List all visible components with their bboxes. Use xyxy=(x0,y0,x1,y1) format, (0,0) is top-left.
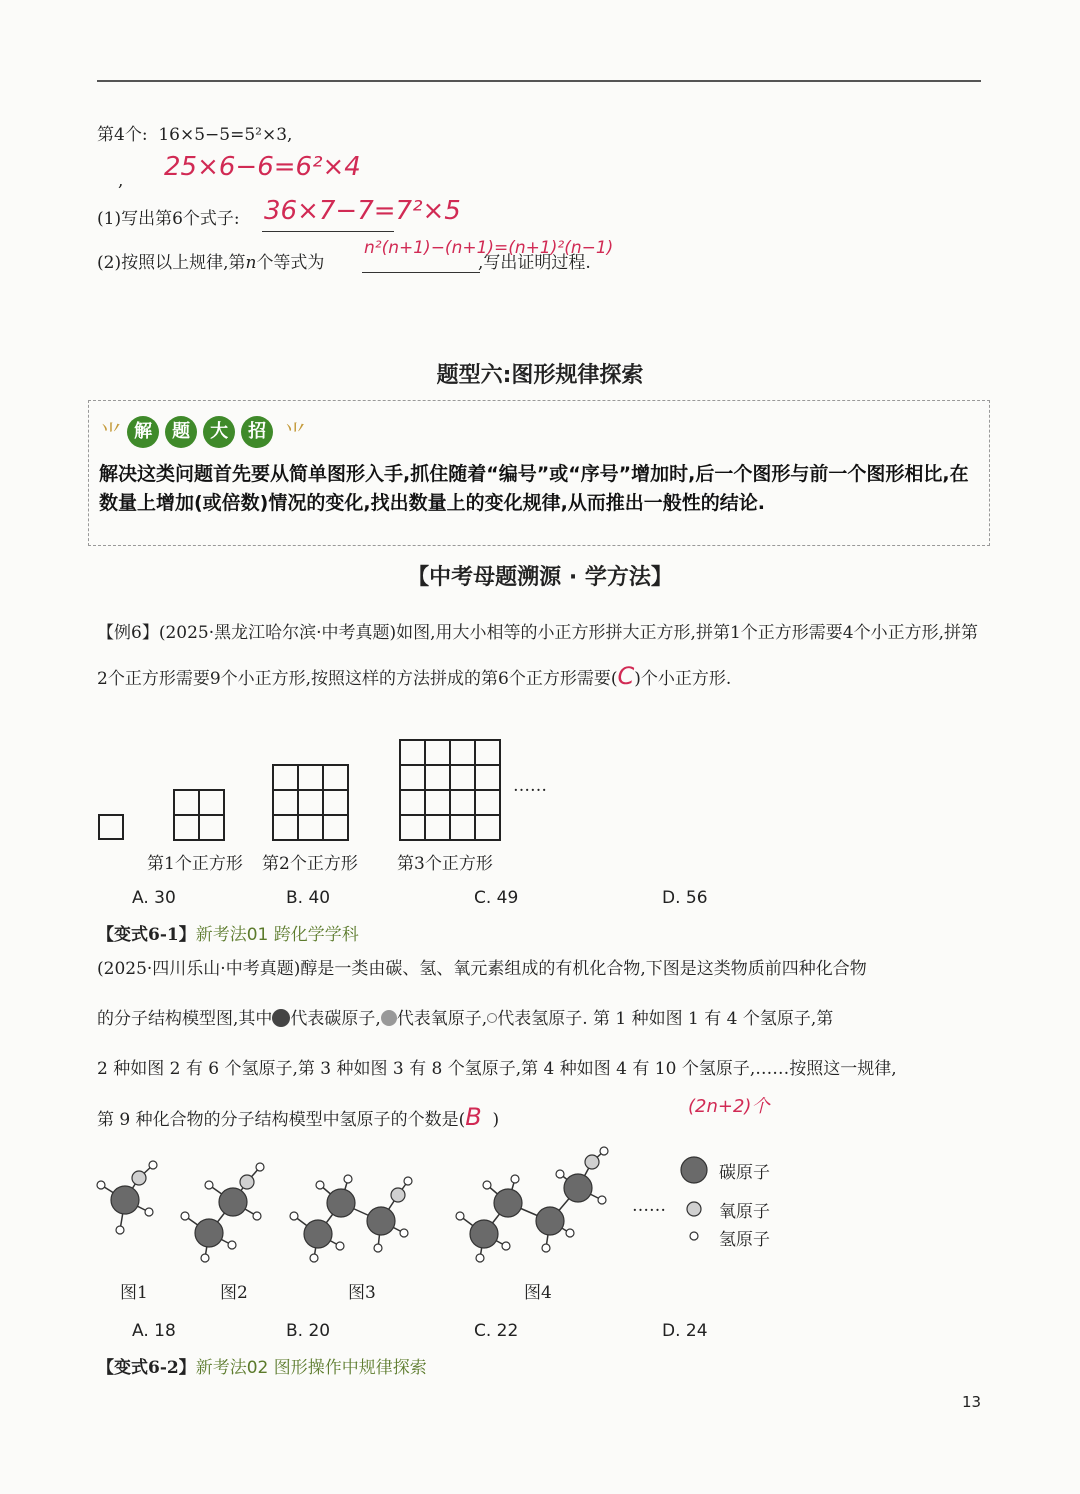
square-2x2 xyxy=(174,790,224,840)
hydrogen-atom xyxy=(256,1163,264,1171)
hydrogen-atom xyxy=(201,1254,209,1262)
grass-icon: ⺌ xyxy=(284,422,307,447)
example-6-text: 【例6】(2025·黑龙江哈尔滨·中考真题)如图,用大小相等的小正方形拼大正方形,拼第1个正方形需要4个小正方形,拼第2个正方形需要9个小正方形,按照这样的方法拼成的第6个正方形需要(C)个小正方形. xyxy=(97,623,978,690)
molecule-ellipsis: …… xyxy=(632,1196,666,1216)
handwritten-q1: 36×7−7=7²×5 xyxy=(264,196,461,226)
square-4x4 xyxy=(400,740,500,840)
legend-carbon: 碳原子 xyxy=(719,1163,770,1183)
hydrogen-atom xyxy=(404,1177,412,1185)
hydrogen-atom xyxy=(205,1181,213,1189)
hydrogen-atom xyxy=(511,1175,519,1183)
badge-char: 大 xyxy=(203,416,235,448)
variant-1-line-a: (2025·四川乐山·中考真题)醇是一类由碳、氢、氧元素组成的有机化合物,下图是这类物质前四种化合物 xyxy=(97,959,867,979)
carbon-atom xyxy=(304,1220,332,1248)
oxygen-atom xyxy=(585,1155,599,1169)
hydrogen-atom xyxy=(476,1254,484,1262)
option-c[interactable]: C. 49 xyxy=(474,888,519,908)
section-title: 题型六:图形规律探索 xyxy=(436,363,644,388)
badge-char: 招 xyxy=(241,416,273,448)
fig-label-1: 图1 xyxy=(120,1283,148,1303)
caption-1: 第1个正方形 xyxy=(147,854,243,874)
option-b[interactable]: B. 20 xyxy=(286,1321,331,1341)
hydrogen-atom xyxy=(483,1181,491,1189)
variant-1-line-d: 第 9 种化合物的分子结构模型中氢原子的个数是(B ) xyxy=(97,1103,500,1131)
caption-2: 第2个正方形 xyxy=(262,854,358,874)
variant-1-line-b: 的分子结构模型图,其中 代表碳原子, 代表氧原子, 代表氢原子. 第 1 种如图 1 有 4 个氢原子,第 xyxy=(97,1009,834,1029)
q2-blank xyxy=(362,272,480,273)
hydrogen-atom xyxy=(316,1181,324,1189)
carbon-atom xyxy=(327,1189,355,1217)
squares-ellipsis: …… xyxy=(513,776,547,796)
hydrogen-atom xyxy=(400,1229,408,1237)
hydrogen-atom xyxy=(181,1212,189,1220)
oxygen-atom xyxy=(391,1188,405,1202)
comma-mark: , xyxy=(118,171,124,191)
square-3x3 xyxy=(273,765,348,840)
hydrogen-atom xyxy=(145,1208,153,1216)
grass-icon: ⺌ xyxy=(100,422,123,447)
legend-hydrogen: 氢原子 xyxy=(719,1230,770,1250)
q1-blank xyxy=(262,231,394,232)
caption-3: 第3个正方形 xyxy=(397,854,493,874)
hydrogen-atom xyxy=(116,1226,124,1234)
legend-carbon-atom xyxy=(681,1157,707,1183)
hydrogen-atom xyxy=(542,1244,550,1252)
tip-text: 解决这类问题首先要从简单图形入手,抓住随着“编号”或“序号”增加时,后一个图形与前一个图形相比,在数量上增加(或倍数)情况的变化,找出数量上的变化规律,从而推出一般性的结论. xyxy=(99,463,969,514)
badge-char: 解 xyxy=(127,416,159,448)
fig-label-4: 图4 xyxy=(524,1283,552,1303)
handwritten-note: (2n+2)个 xyxy=(688,1096,770,1117)
fig-label-3: 图3 xyxy=(348,1283,376,1303)
line-4: 第4个: 16×5−5=5²×3, xyxy=(97,125,293,145)
molecules-figure xyxy=(92,1145,792,1265)
hydrogen-atom xyxy=(149,1161,157,1169)
carbon-atom xyxy=(111,1186,139,1214)
option-d[interactable]: D. 24 xyxy=(662,1321,708,1341)
handwritten-q2: n²(n+1)−(n+1)=(n+1)²(n−1) xyxy=(364,238,614,258)
oxygen-atom xyxy=(132,1171,146,1185)
question-2: (2)按照以上规律,第n个等式为 xyxy=(97,253,325,273)
hydrogen-atom-icon xyxy=(487,1013,497,1023)
badge-char: 题 xyxy=(165,416,197,448)
hydrogen-atom xyxy=(556,1170,564,1178)
subtitle: 【中考母题溯源 · 学方法】 xyxy=(407,565,673,590)
option-c[interactable]: C. 22 xyxy=(474,1321,519,1341)
handwritten-variant-answer: B xyxy=(465,1103,482,1131)
variant-2-heading: 【变式6-2】新考法02 图形操作中规律探索 xyxy=(97,1358,427,1378)
carbon-atom xyxy=(367,1207,395,1235)
hydrogen-atom xyxy=(344,1175,352,1183)
legend-hydrogen-atom xyxy=(690,1232,698,1240)
header-rule xyxy=(97,80,981,82)
question-1: (1)写出第6个式子: xyxy=(97,209,240,229)
handwritten-example-answer: C xyxy=(617,662,635,690)
hydrogen-atom xyxy=(228,1241,236,1249)
hydrogen-atom xyxy=(290,1212,298,1220)
hydrogen-atom xyxy=(310,1254,318,1262)
carbon-atom xyxy=(195,1219,223,1247)
legend-oxygen-atom xyxy=(687,1202,701,1216)
carbon-atom xyxy=(494,1189,522,1217)
option-a[interactable]: A. 30 xyxy=(132,888,176,908)
hydrogen-atom xyxy=(336,1242,344,1250)
carbon-atom xyxy=(564,1174,592,1202)
carbon-atom-icon xyxy=(272,1009,290,1027)
option-a[interactable]: A. 18 xyxy=(132,1321,176,1341)
variant-1-heading: 【变式6-1】新考法01 跨化学学科 xyxy=(97,925,359,945)
hydrogen-atom xyxy=(456,1212,464,1220)
handwritten-5th: 25×6−6=6²×4 xyxy=(164,152,361,182)
hydrogen-atom xyxy=(600,1147,608,1155)
oxygen-atom-icon xyxy=(381,1010,397,1026)
oxygen-atom xyxy=(240,1175,254,1189)
carbon-atom xyxy=(536,1207,564,1235)
option-b[interactable]: B. 40 xyxy=(286,888,331,908)
page-number: 13 xyxy=(962,1393,982,1411)
question-2-tail: ,写出证明过程. xyxy=(478,253,591,273)
single-square xyxy=(99,815,123,839)
carbon-atom xyxy=(219,1188,247,1216)
carbon-atom xyxy=(470,1220,498,1248)
option-d[interactable]: D. 56 xyxy=(662,888,708,908)
variant-1-line-c: 2 种如图 2 有 6 个氢原子,第 3 种如图 3 有 8 个氢原子,第 4 种如图 4 有 10 个氢原子,……按照这一规律, xyxy=(97,1059,897,1079)
hydrogen-atom xyxy=(97,1181,105,1189)
hydrogen-atom xyxy=(502,1242,510,1250)
hydrogen-atom xyxy=(566,1229,574,1237)
tip-badge xyxy=(100,416,306,456)
legend-oxygen: 氧原子 xyxy=(719,1202,770,1222)
fig-label-2: 图2 xyxy=(220,1283,248,1303)
hydrogen-atom xyxy=(374,1244,382,1252)
hydrogen-atom xyxy=(253,1212,261,1220)
squares-figure xyxy=(95,735,565,845)
hydrogen-atom xyxy=(598,1196,606,1204)
